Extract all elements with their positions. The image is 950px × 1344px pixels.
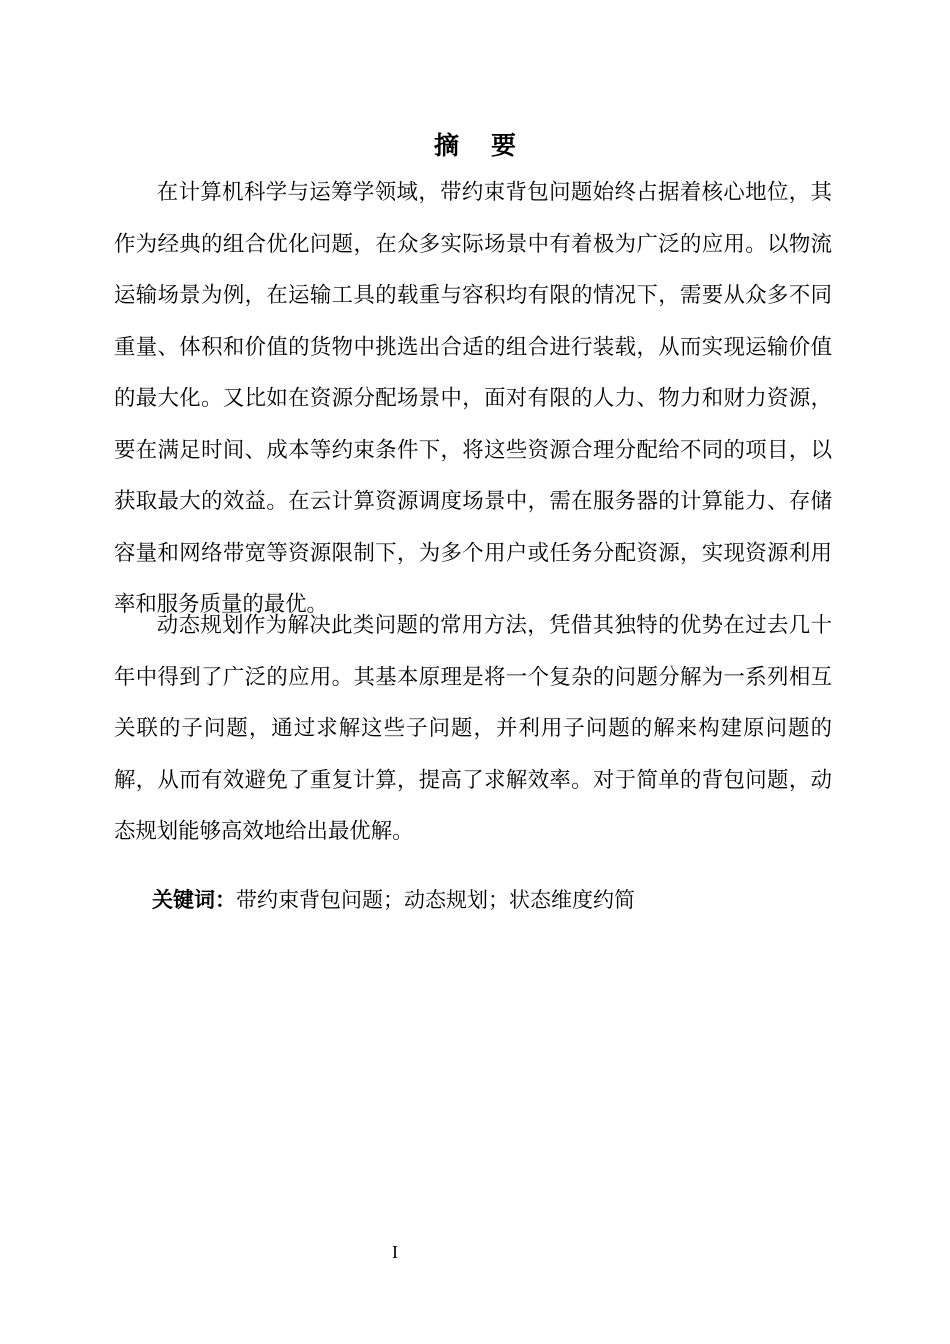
page-title: 摘要 <box>433 131 548 160</box>
keywords-text: 带约束背包问题；动态规划；状态维度约简 <box>236 888 635 912</box>
keywords-line <box>152 882 635 918</box>
abstract-paragraph-1: 在计算机科学与运筹学领域，带约束背包问题始终占据着核心地位，其作为经典的组合优化问题，在众多实际场景中有着极为广泛的应用。以物流运输场景为例，在运输工具的载重与容积均有限的情况下，需要从众多不同重量、体积和价值的货物中挑选出合适的组合进行装载，从而实现运输价值的最大化。又比如在资源分配场景中，面对有限的人力、物力和财力资源，要在满足时间、成本等约束条件下，将这些资源合理分配给不同的项目，以获取最大的效益。在云计算资源调度场景中，需在服务器的计算能力、存储容量和网络带宽等资源限制下，为多个用户或任务分配资源，实现资源利用率和服务质量的最优。 <box>114 180 832 617</box>
abstract-paragraph-2: 动态规划作为解决此类问题的常用方法，凭借其独特的优势在过去几十年中得到了广泛的应用。其基本原理是将一个复杂的问题分解为一系列相互关联的子问题，通过求解这些子问题，并利用子问题的解来构建原问题的解，从而有效避免了重复计算，提高了求解效率。对于简单的背包问题，动态规划能够高效地给出最优解。 <box>114 613 832 844</box>
keywords-label: 关键词： <box>152 888 236 912</box>
page-number: I <box>392 1242 398 1262</box>
